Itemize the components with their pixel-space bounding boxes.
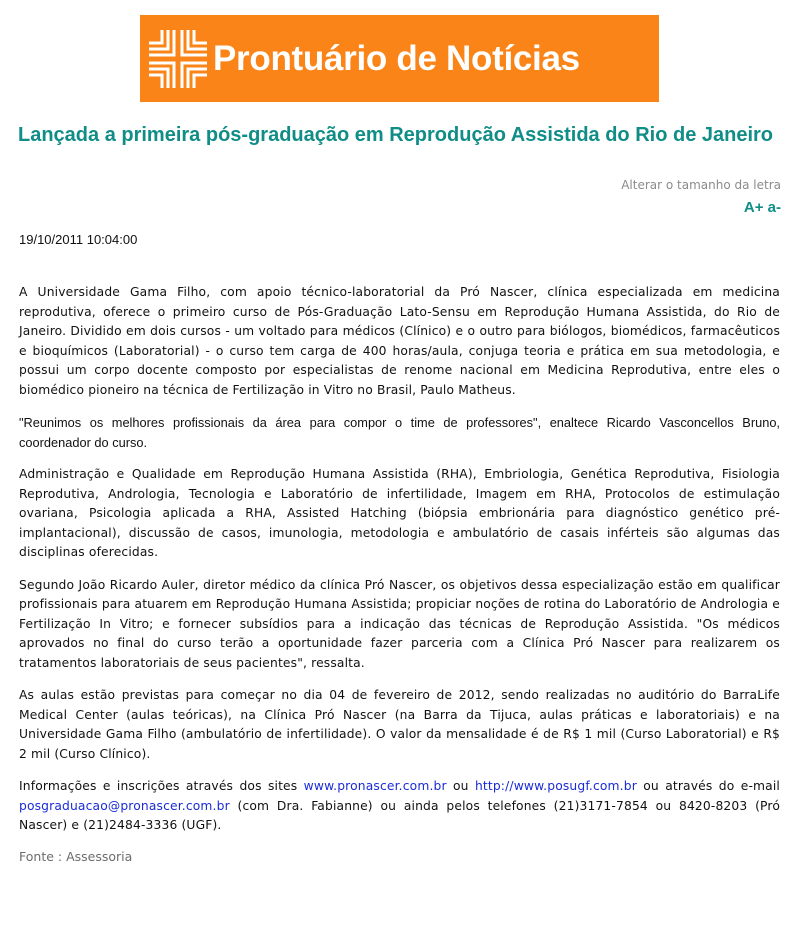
article-datetime: 19/10/2011 10:04:00 bbox=[19, 232, 138, 247]
increase-font-button[interactable]: A+ bbox=[743, 199, 764, 216]
posugf-link[interactable]: http://www.posugf.com.br bbox=[474, 779, 637, 793]
paragraph-quote: "Reunimos os melhores profissionais da área para compor o time de professores", enaltece Ricardo Vasconcellos Bruno, coordenador do curso. bbox=[19, 415, 780, 450]
contact-text: Informações e inscrições através dos sites bbox=[19, 779, 304, 793]
brand-name: Prontuário de Notícias bbox=[213, 38, 580, 78]
email-link[interactable]: posgraduacao@pronascer.com.br bbox=[19, 798, 230, 813]
article-source: Fonte : Assessoria bbox=[19, 848, 133, 864]
contact-text: ou através do e-mail bbox=[636, 779, 780, 793]
font-size-label: Alterar o tamanho da letra bbox=[621, 178, 781, 192]
contact-text: (com Dra. Fabianne) ou ainda pelos telefones (21)3171-7854 ou 8420-8203 (Pró Nascer) e (21)2484-3336 (UGF). bbox=[19, 798, 780, 832]
paragraph: Segundo João Ricardo Auler, diretor médico da clínica Pró Nascer, os objetivos dessa especialização estão em qualificar profissionais para atuarem em Reprodução Humana Assistida; propiciar noções de rotina do Laboratório de Andrologia e Fertilização In Vitro; e fornecer subsídios para a indicação das técnicas de Reprodução Assistida. "Os médicos aprovados no final do curso terão a oportunidade fazer parceria com a Clínica Pró Nascer para realizarem os tratamentos laboratoriais de seus pacientes", ressalta. bbox=[19, 577, 780, 670]
article-body bbox=[19, 283, 780, 864]
paragraph: Administração e Qualidade em Reprodução Humana Assistida (RHA), Embriologia, Genética Reprodutiva, Fisiologia Reprodutiva, Andrologia, Tecnologia e Laboratório de infertilidade, Imagem em RHA, Protocolos de estimulação ovariana, Psicologia aplicada a RHA, Assisted Hatching (biópsia embrionária para diagnóstico genético pré-implantacional), discussão de casos, imunologia, metodologia e ambulatório de casais inférteis são algumas das disciplinas oferecidas. bbox=[19, 467, 780, 559]
site-banner[interactable] bbox=[140, 15, 659, 102]
article-title: Lançada a primeira pós-graduação em Reprodução Assistida do Rio de Janeiro bbox=[18, 124, 774, 146]
contact-paragraph bbox=[19, 777, 780, 836]
paragraph: As aulas estão previstas para começar no dia 04 de fevereiro de 2012, sendo realizadas no auditório do BarraLife Medical Center (aulas teóricas), na Clínica Pró Nascer (na Barra da Tijuca, aulas práticas e laboratoriais) e na Universidade Gama Filho (ambulatório de infertilidade). O valor da mensalidade é de R$ 1 mil (Curso Laboratorial) e R$ 2 mil (Curso Clínico). bbox=[19, 688, 780, 761]
cross-lines-logo-icon bbox=[147, 28, 209, 90]
decrease-font-button[interactable]: a- bbox=[767, 199, 781, 216]
contact-text: ou bbox=[446, 779, 475, 793]
font-size-controls bbox=[744, 199, 781, 216]
pronascer-link[interactable]: www.pronascer.com.br bbox=[303, 779, 447, 793]
paragraph: A Universidade Gama Filho, com apoio técnico-laboratorial da Pró Nascer, clínica especializada em medicina reprodutiva, oferece o primeiro curso de Pós-Graduação Lato-Sensu em Reprodução Humana Assistida, do Rio de Janeiro. Dividido em dois cursos - um voltado para médicos (Clínico) e o outro para biólogos, biomédicos, farmacêuticos e bioquímicos (Laboratorial) - o curso tem carga de 400 horas/aula, conjuga teoria e prática em sua metodologia, e possui um corpo docente composto por especialistas de renome nacional em Medicina Reprodutiva, entre eles o biomédico pioneiro na técnica de Fertilização in Vitro no Brasil, Paulo Matheus. bbox=[19, 285, 780, 397]
